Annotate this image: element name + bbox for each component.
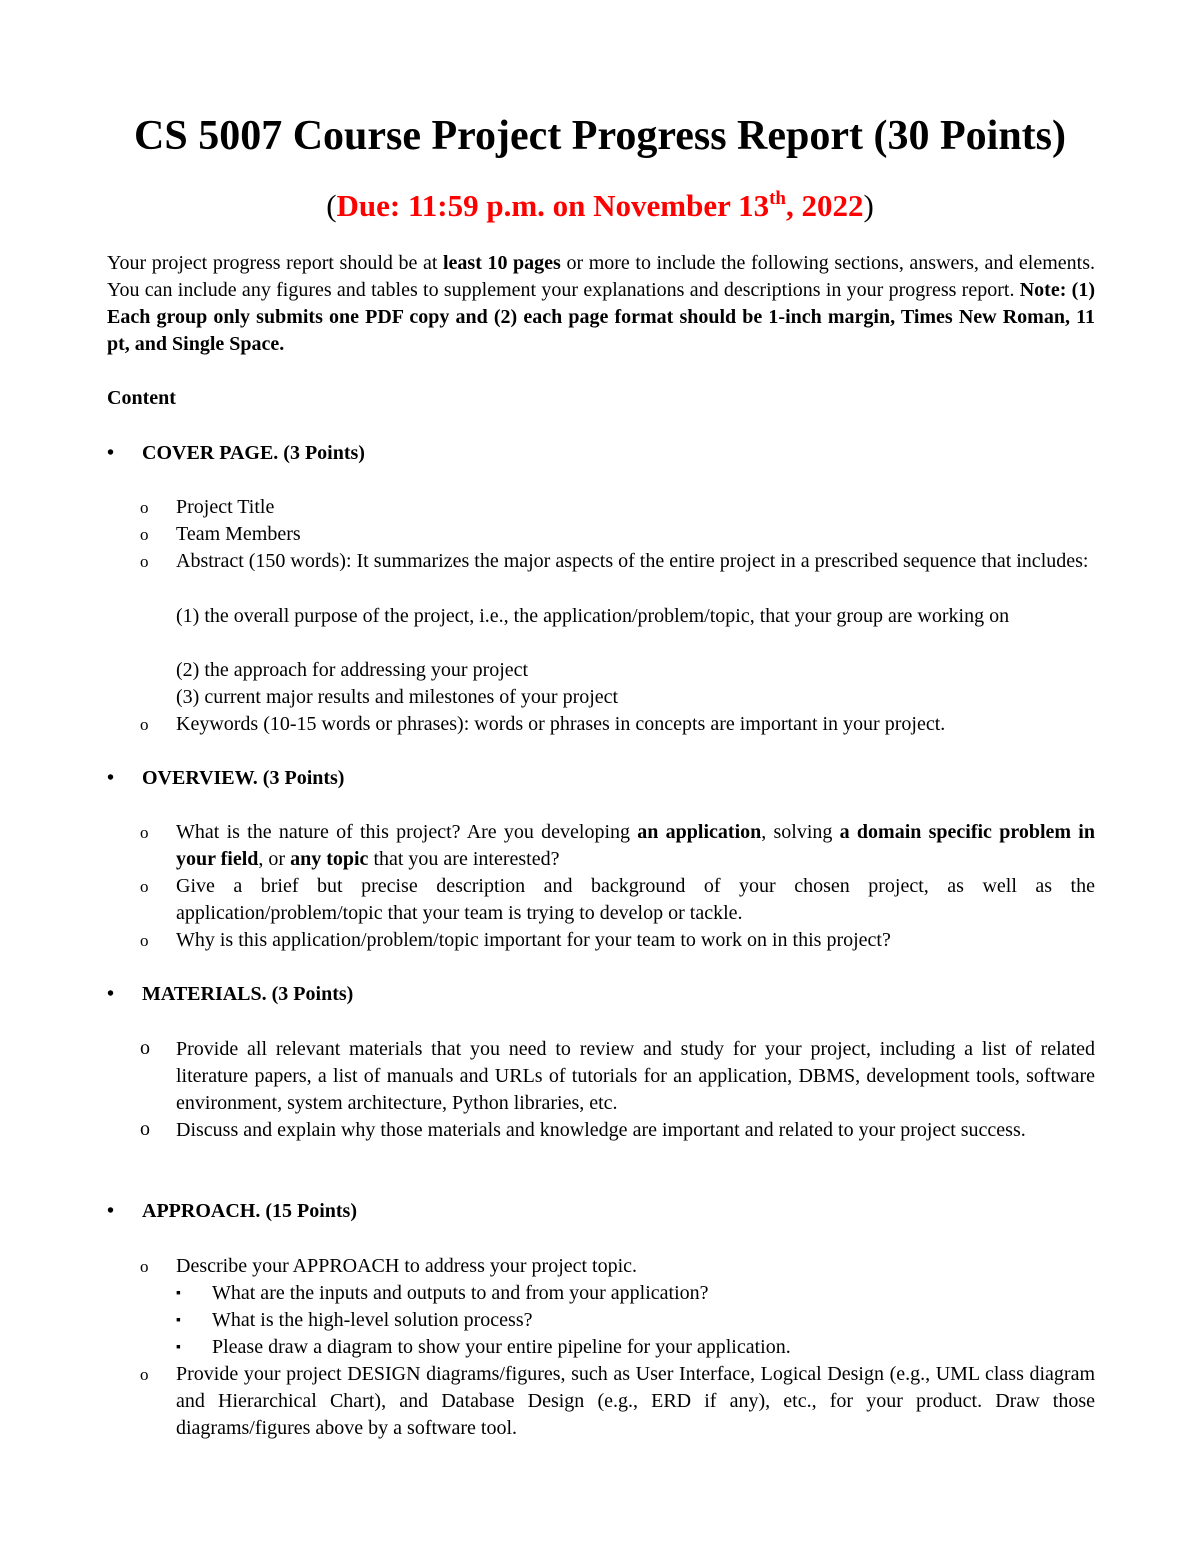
circle-bullet-icon: o	[140, 552, 149, 571]
abstract-point: (2) the approach for addressing your project	[176, 659, 529, 681]
intro-paragraph: Your project progress report should be at least 10 pages or more to include the following sections, answers, and elements. You can include any figures and tables to supplement your explanations and descriptions in your progress report. Note: (1) Each group only submits one PDF copy and (2) each page format should be 1-inch margin, Times New Roman, 11 pt, and Single Space.	[107, 252, 1096, 355]
due-close-paren: )	[863, 188, 874, 223]
circle-bullet-icon: o	[140, 823, 149, 842]
intro-note: Note: (1) Each group only submits one PDF copy and (2) each page format should be 1-inch margin, Times New Roman, 11 pt, and Single Space.	[107, 279, 1095, 355]
bullet-icon: •	[107, 442, 115, 464]
due-date-text: Due: 11:59 p.m. on November 13th, 2022	[336, 188, 864, 223]
intro-bold-pages: least 10 pages	[442, 252, 561, 274]
circle-bullet-icon: o	[140, 715, 149, 734]
document-page: CS 5007 Course Project Progress Report (30 Points) (Due: 11:59 p.m. on November 13th, 2022) Your project progress report should be at least 10 pages or more to include the following sections, answers, and elements. You can include any figures and tables to supplement your explanations and descriptions in your progress report. Note: (1) Each group only submits one PDF copy and (2) each page format should be 1-inch margin, Times New Roman, 11 pt, and Single Space. Content • COVER PAGE. (3 Points) o Project Title o Team Members o Abstract (150 words): It summarizes the major aspects of the entire project in a prescribed sequence that includes: (1) the overall purpose of the project, i.e., the application/problem/topic, that your group are working on (2) the approach for addressing your project (3) current major results and milestones of your project o Keywords (10-15 words or phrases): words or phrases in concepts are important in your project. • OVERVIEW. (3 Points) o What is the nature of this project? Are you developing an application, solving a domain specific problem in your field, or any topic that you are interested? o Give a brief but precise description and background of your chosen project, as well as the application/problem/topic that your team is trying to develop or tackle. o Why is this application/problem/topic important for your team to work on in this project? • MATERIALS. (3 Points) o Provide all relevant materials that you need to review and study for your project, including a list of related literature papers, a list of manuals and URLs of tutorials for an application, DBMS, development tools, software environment, system architecture, Python libraries, etc. o Discuss and explain why those materials and knowledge are important and related to your project success. • APPROACH. (15 Points) o Describe your APPROACH to address your project topic. ▪ What are the inputs and outputs to and from your application? ▪ What is the high-level solution process? ▪ Please draw a diagram to show your entire pipeline for your application. o Provide your project DESIGN diagrams/figures, such as User Interface, Logical Design (e.g., UML class diagram and Hierarchical Chart), and Database Design (e.g., ERD if any), etc., for your product. Draw those diagrams/figures above by a software tool.	[0, 0, 1200, 1553]
bullet-icon: •	[107, 767, 115, 789]
circle-bullet-icon: o	[140, 498, 149, 517]
circle-bullet-icon: o	[140, 931, 149, 950]
abstract-point: (3) current major results and milestones of your project	[176, 686, 619, 708]
circle-bullet-icon: o	[140, 1037, 150, 1059]
square-bullet-icon: ▪	[176, 1340, 181, 1355]
due-open-paren: (	[326, 188, 337, 223]
circle-bullet-icon: o	[140, 1257, 149, 1276]
square-bullet-icon: ▪	[176, 1286, 181, 1301]
due-date	[0, 184, 1200, 228]
circle-bullet-icon: o	[140, 1118, 150, 1140]
abstract-point: (1) the overall purpose of the project, i.e., the application/problem/topic, that your group are working on	[176, 605, 1010, 627]
bullet-icon: •	[107, 1200, 115, 1222]
due-date-suffix: th	[769, 188, 786, 209]
circle-bullet-icon: o	[140, 1365, 149, 1384]
square-bullet-icon: ▪	[176, 1313, 181, 1328]
bullet-icon: •	[107, 983, 115, 1005]
content-heading: Content	[107, 387, 176, 409]
circle-bullet-icon: o	[140, 877, 149, 896]
page-title: CS 5007 Course Project Progress Report (30 Points)	[134, 113, 1066, 159]
circle-bullet-icon: o	[140, 525, 149, 544]
